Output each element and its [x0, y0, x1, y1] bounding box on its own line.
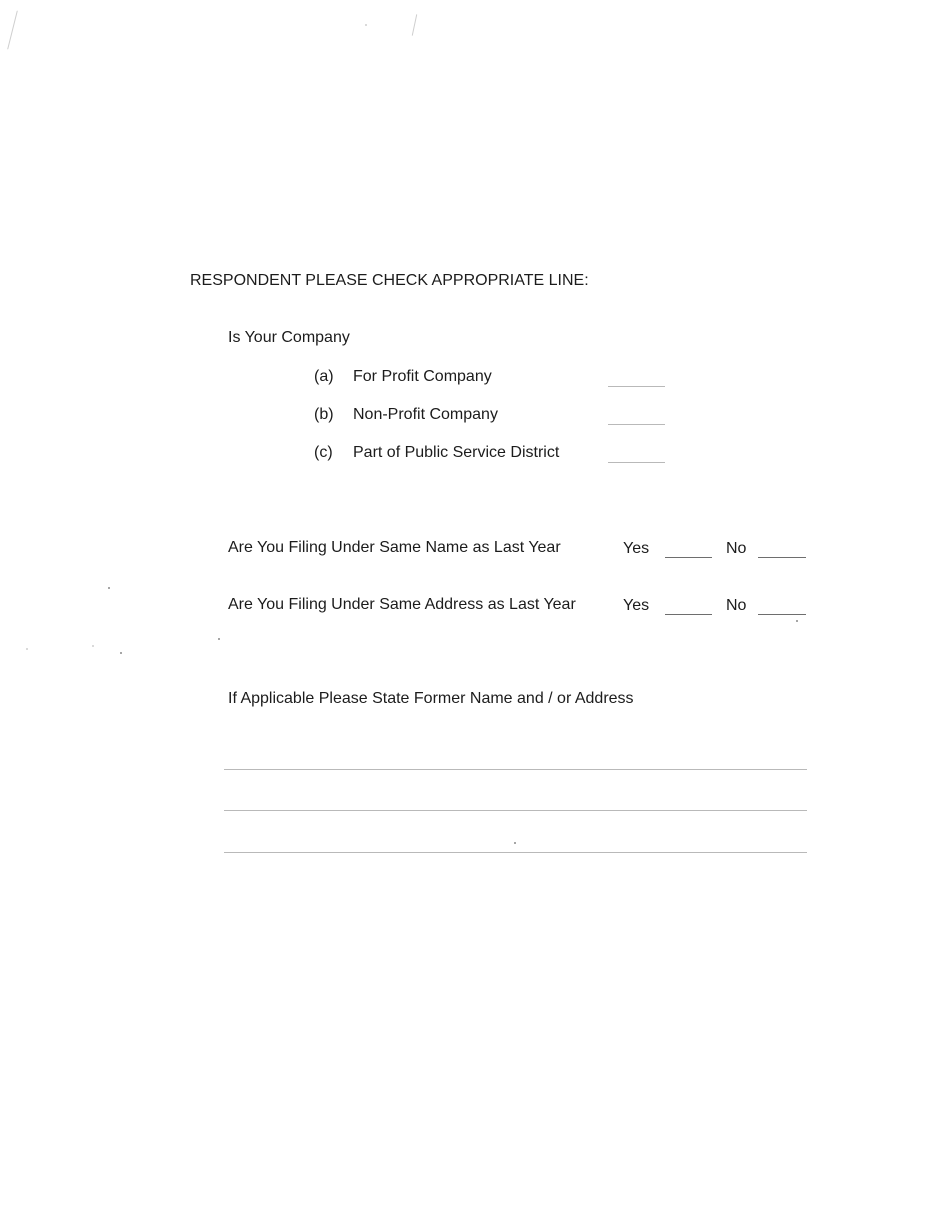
check-line-public-service[interactable]	[608, 462, 665, 463]
option-letter-c: (c)	[314, 444, 333, 461]
scan-mark	[7, 10, 18, 49]
check-line-for-profit[interactable]	[608, 386, 665, 387]
option-label-non-profit: Non-Profit Company	[353, 406, 498, 423]
check-line-non-profit[interactable]	[608, 424, 665, 425]
filing-question-address: Are You Filing Under Same Address as Last Year	[228, 596, 576, 613]
filing-address-yes-label: Yes	[623, 597, 650, 614]
form-heading: RESPONDENT PLEASE CHECK APPROPRIATE LINE:	[190, 272, 589, 289]
filing-address-no-line[interactable]	[758, 614, 806, 615]
filing-question-name: Are You Filing Under Same Name as Last Year	[228, 539, 561, 556]
filing-name-yes-label: Yes	[623, 540, 650, 557]
scan-mark	[218, 638, 220, 640]
option-label-for-profit: For Profit Company	[353, 368, 492, 385]
former-name-address-prompt: If Applicable Please State Former Name and / or Address	[228, 690, 634, 707]
scan-mark	[26, 648, 28, 650]
option-letter-b: (b)	[314, 406, 334, 423]
option-letter-a: (a)	[314, 368, 334, 385]
scan-mark	[120, 652, 122, 654]
company-question: Is Your Company	[228, 329, 350, 346]
former-address-line-2[interactable]	[224, 810, 807, 811]
filing-address-yes-line[interactable]	[665, 614, 712, 615]
scan-mark	[412, 14, 418, 36]
scan-mark	[796, 620, 798, 622]
filing-address-no-label: No	[726, 597, 747, 614]
scan-mark	[514, 842, 516, 844]
scan-mark	[92, 645, 94, 647]
former-address-line-1[interactable]	[224, 769, 807, 770]
scan-mark	[365, 24, 367, 26]
filing-name-no-label: No	[726, 540, 747, 557]
scan-mark	[108, 587, 110, 589]
option-label-public-service: Part of Public Service District	[353, 444, 560, 461]
filing-name-no-line[interactable]	[758, 557, 806, 558]
former-address-line-3[interactable]	[224, 852, 807, 853]
filing-name-yes-line[interactable]	[665, 557, 712, 558]
